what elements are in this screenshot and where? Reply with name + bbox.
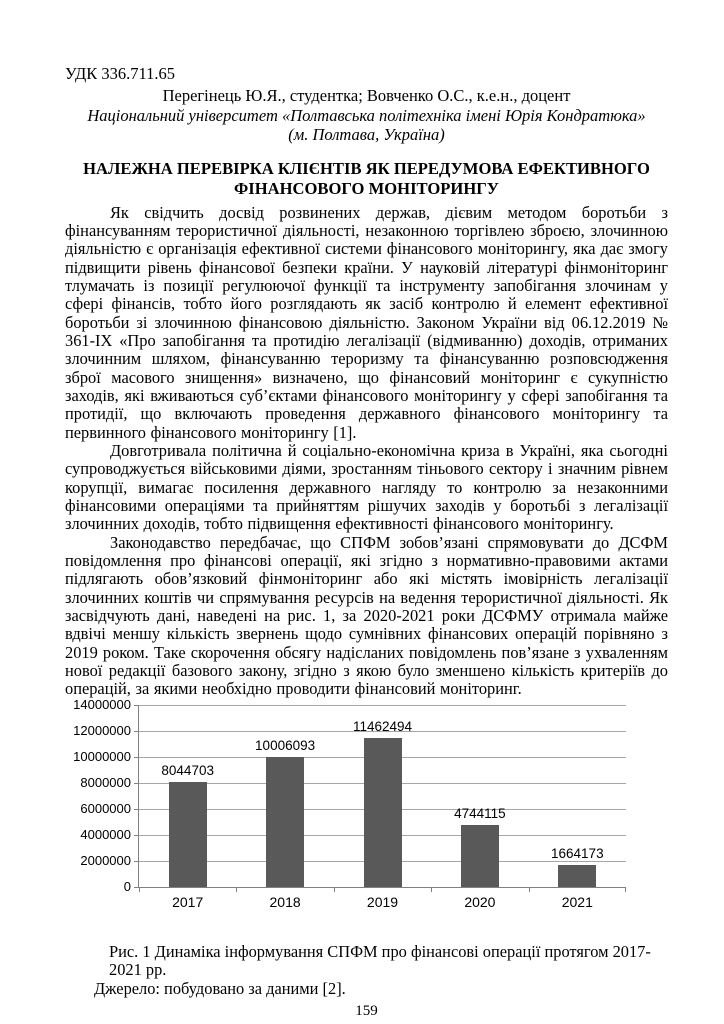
y-axis-tick	[134, 887, 138, 888]
figure-source: Джерело: побудовано за даними [2].	[94, 978, 346, 998]
bar-chart-figure	[65, 696, 668, 917]
affiliation-line: Національний університет «Полтавська політехніка імені Юрія Кондратюка»	[87, 105, 646, 125]
x-axis-category-label: 2017	[172, 893, 204, 910]
x-axis-category-label: 2018	[269, 893, 301, 910]
x-axis-category-label: 2020	[464, 893, 496, 910]
gridline	[139, 705, 626, 706]
paragraph: Довготривала політична й соціально-економічна криза в Україні, яка сьогодні супроводжується військовими діями, зростанням тіньового сектору і значним рівнем корупції, вимагає посилення державного нагляду то контролю за незаконними фінансовими операціями та прийняттям рішучих заходів у боротьбі з легалізації злочинних доходів, тобто підвищення ефективності фінансового моніторингу.	[65, 440, 668, 534]
bar-2019	[364, 738, 402, 887]
figure-caption-block	[65, 943, 668, 999]
y-axis-tick-label: 6000000	[80, 800, 131, 816]
chart-plot-area	[138, 705, 626, 910]
y-axis-tick	[134, 809, 138, 810]
bar-value-label: 1664173	[551, 846, 604, 862]
authors-line: Перегінець Ю.Я., студентка; Вовченко О.С., к.е.н., доцент	[162, 86, 571, 105]
y-axis-tick-label: 4000000	[80, 826, 131, 842]
bar-2020	[461, 825, 499, 887]
y-axis-tick	[134, 783, 138, 784]
y-axis-tick-label: 2000000	[80, 852, 131, 868]
y-axis-tick	[134, 731, 138, 732]
y-axis-tick-label: 10000000	[73, 748, 131, 764]
udc-code: УДК 336.711.65	[65, 64, 176, 83]
paragraph: Законодавство передбачає, що СПФМ зобов’язані спрямовувати до ДСФМ повідомлення про фінансові операції, які згідно з нормативно-правовими актами підлягають обов’язковий фінмоніторинг або які містять імовірність легалізації злочинних коштів чи спрямування ресурсів на ведення терористичної діяльності. Як засвідчують дані, наведені на рис. 1, за 2020-2021 роки ДСФМУ отримала майже вдвічі меншу кількість звернень щодо сумнівних фінансових операцій порівняно з 2019 роком. Таке скорочення обсягу надісланих повідомлень пов’язане з ухваленням нової редакції базового закону, згідно з якою було зменшено кількість критеріїв до операцій, за якими необхідно проводити фінансовий моніторинг.	[65, 532, 668, 699]
x-axis-tick	[139, 888, 140, 892]
y-axis-tick-label: 0	[123, 878, 131, 894]
bar-value-label: 11462494	[352, 718, 413, 734]
y-axis-tick-label: 14000000	[73, 696, 131, 712]
x-axis-tick	[529, 888, 530, 892]
x-axis-tick	[431, 888, 432, 892]
x-axis-tick	[334, 888, 335, 892]
y-axis-tick	[134, 705, 138, 706]
y-axis	[65, 696, 131, 894]
bar-2021	[558, 865, 596, 887]
x-axis-tick	[625, 888, 626, 892]
y-axis-tick	[134, 757, 138, 758]
y-axis-tick	[134, 861, 138, 862]
y-axis-tick	[134, 835, 138, 836]
paragraph: Як свідчить досвід розвинених держав, дієвим методом боротьби з фінансуванням терористичної діяльності, незаконною торгівлею зброєю, злочинною діяльністю є організація ефективної системи фінансового моніторингу, яка дає змогу підвищити рівень фінансової безпеки країни. У науковій літературі фінмоніторинг тлумачать із позиції регулюючої функції та інструменту запобігання злочинам у сфері фінансів, тобто його розглядають як засіб контролю й елемент ефективної боротьби зі злочинною фінансовою діяльністю. Законом України від 06.12.2019 № 361-IX «Про запобігання та протидію легалізації (відмиванню) доходів, отриманих злочинним шляхом, фінансуванню тероризму та фінансуванню розповсюдження зброї масового знищення» визначено, що фінансовий моніторинг є сукупністю заходів, які вживаються суб’єктами фінансового моніторингу у сфері запобігання та протидії, що включають проведення державного фінансового моніторингу та первинного фінансового моніторингу [1].	[65, 202, 668, 442]
bar-value-label: 4744115	[454, 806, 506, 822]
bar-value-label: 8044703	[161, 763, 214, 779]
article-title: НАЛЕЖНА ПЕРЕВІРКА КЛІЄНТІВ ЯК ПЕРЕДУМОВА ЕФЕКТИВНОГО ФІНАНСОВОГО МОНІТОРИНГУ	[83, 158, 650, 198]
location-line: (м. Полтава, Україна)	[288, 125, 445, 144]
bar-value-label: 10006093	[255, 737, 316, 753]
y-axis-tick-label: 8000000	[80, 774, 131, 790]
y-axis-tick-label: 12000000	[73, 722, 131, 738]
figure-caption: Рис. 1 Динаміка інформування СПФМ про фінансові операції протягом 2017-2021 рр.	[109, 941, 651, 980]
bar-2017	[169, 782, 207, 887]
x-axis-category-label: 2019	[366, 893, 399, 910]
bar-2018	[266, 757, 304, 887]
x-axis-category-label: 2021	[561, 893, 593, 910]
page-number: 159	[355, 1002, 378, 1019]
x-axis-tick	[236, 888, 237, 892]
